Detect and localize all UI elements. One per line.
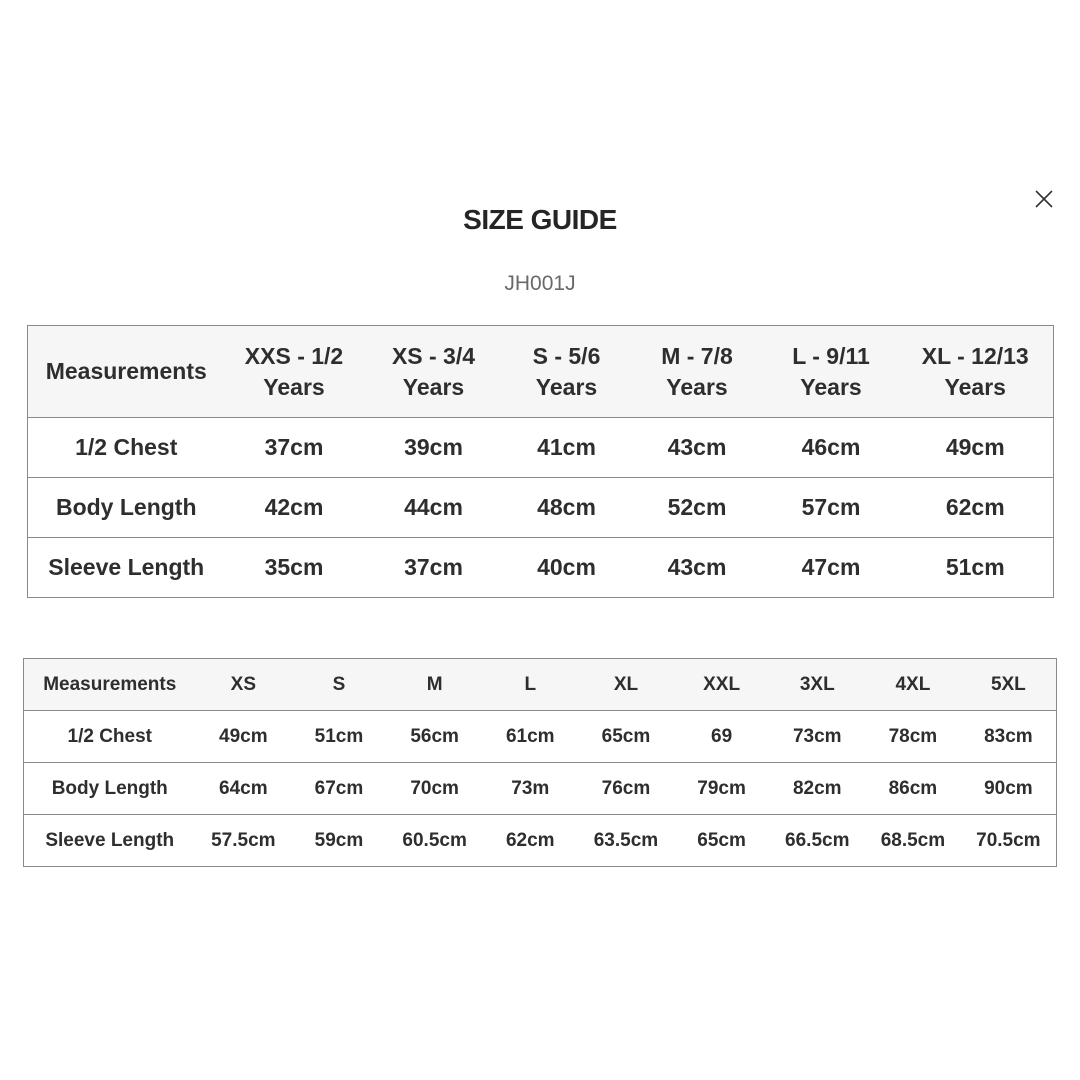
row-label: 1/2 Chest [28, 418, 225, 478]
table-cell: 62cm [505, 829, 555, 851]
table-cell: 79cm [674, 763, 770, 815]
table-cell: 60.5cm [402, 829, 467, 851]
table-header-row [24, 659, 1057, 711]
table-cell: 63.5cm [593, 829, 659, 851]
header-cell: M - 7/8 Years [630, 326, 765, 418]
header-cell: S [291, 659, 387, 711]
row-label: Body Length [28, 478, 225, 538]
table-cell: 57cm [765, 478, 898, 538]
header-cell: XL [578, 659, 674, 711]
header-cell: XS - 3/4 Years [364, 326, 504, 418]
table-row [28, 538, 1054, 598]
table-cell: 69 [674, 711, 770, 763]
adult-size-table [23, 658, 1057, 867]
table-cell: 73m [482, 763, 578, 815]
table-cell: 73cm [769, 711, 865, 763]
row-label: 1/2 Chest [24, 711, 196, 763]
header-cell: 5XL [961, 659, 1057, 711]
table-cell: 59cm [314, 829, 364, 851]
table-cell: 65cm [697, 829, 746, 851]
table-cell: 47cm [801, 554, 861, 580]
table-cell: 49cm [898, 418, 1054, 478]
table-cell: 46cm [765, 418, 898, 478]
table-cell: 56cm [387, 711, 483, 763]
header-cell: M [387, 659, 483, 711]
table-cell: 83cm [961, 711, 1057, 763]
header-cell: Measurements [24, 659, 196, 711]
row-label: Sleeve Length [48, 554, 205, 580]
table-cell: 40cm [537, 554, 596, 580]
table-cell: 41cm [504, 418, 630, 478]
table-cell: 42cm [225, 478, 364, 538]
table-cell: 48cm [504, 478, 630, 538]
row-label: Body Length [24, 763, 196, 815]
header-cell: 4XL [865, 659, 961, 711]
header-cell: XL - 12/13 Years [898, 326, 1054, 418]
table-cell: 82cm [769, 763, 865, 815]
table-cell: 61cm [482, 711, 578, 763]
header-cell: 3XL [769, 659, 865, 711]
header-cell: XS [196, 659, 292, 711]
table-cell: 51cm [945, 554, 1005, 580]
header-cell: Measurements [28, 326, 225, 418]
table-cell: 86cm [865, 763, 961, 815]
table-row [28, 478, 1054, 538]
row-label: Sleeve Length [45, 829, 175, 851]
table-row [28, 418, 1054, 478]
table-cell: 49cm [196, 711, 292, 763]
table-cell: 66.5cm [785, 829, 850, 851]
table-cell: 65cm [578, 711, 674, 763]
table-cell: 57.5cm [211, 829, 276, 851]
header-cell: L - 9/11 Years [765, 326, 898, 418]
header-cell: XXL [674, 659, 770, 711]
table-cell: 78cm [865, 711, 961, 763]
table-cell: 90cm [961, 763, 1057, 815]
table-cell: 70.5cm [976, 829, 1041, 851]
table-cell: 76cm [578, 763, 674, 815]
table-cell: 37cm [225, 418, 364, 478]
table-row [24, 815, 1057, 867]
table-cell: 51cm [291, 711, 387, 763]
table-cell: 43cm [667, 554, 727, 580]
header-cell: XXS - 1/2 Years [225, 326, 364, 418]
table-cell: 70cm [387, 763, 483, 815]
table-cell: 64cm [196, 763, 292, 815]
kids-size-table [27, 325, 1054, 598]
table-cell: 52cm [630, 478, 765, 538]
header-cell: L [482, 659, 578, 711]
table-row [24, 711, 1057, 763]
modal-title: SIZE GUIDE [463, 204, 617, 235]
table-cell: 37cm [404, 554, 463, 580]
table-cell: 43cm [630, 418, 765, 478]
table-cell: 35cm [264, 554, 324, 580]
table-row [24, 763, 1057, 815]
table-cell: 67cm [291, 763, 387, 815]
table-header-row [28, 326, 1054, 418]
table-cell: 44cm [364, 478, 504, 538]
table-cell: 62cm [898, 478, 1054, 538]
table-cell: 68.5cm [880, 829, 946, 851]
header-cell: S - 5/6 Years [504, 326, 630, 418]
table-cell: 39cm [364, 418, 504, 478]
product-code: JH001J [504, 272, 576, 295]
